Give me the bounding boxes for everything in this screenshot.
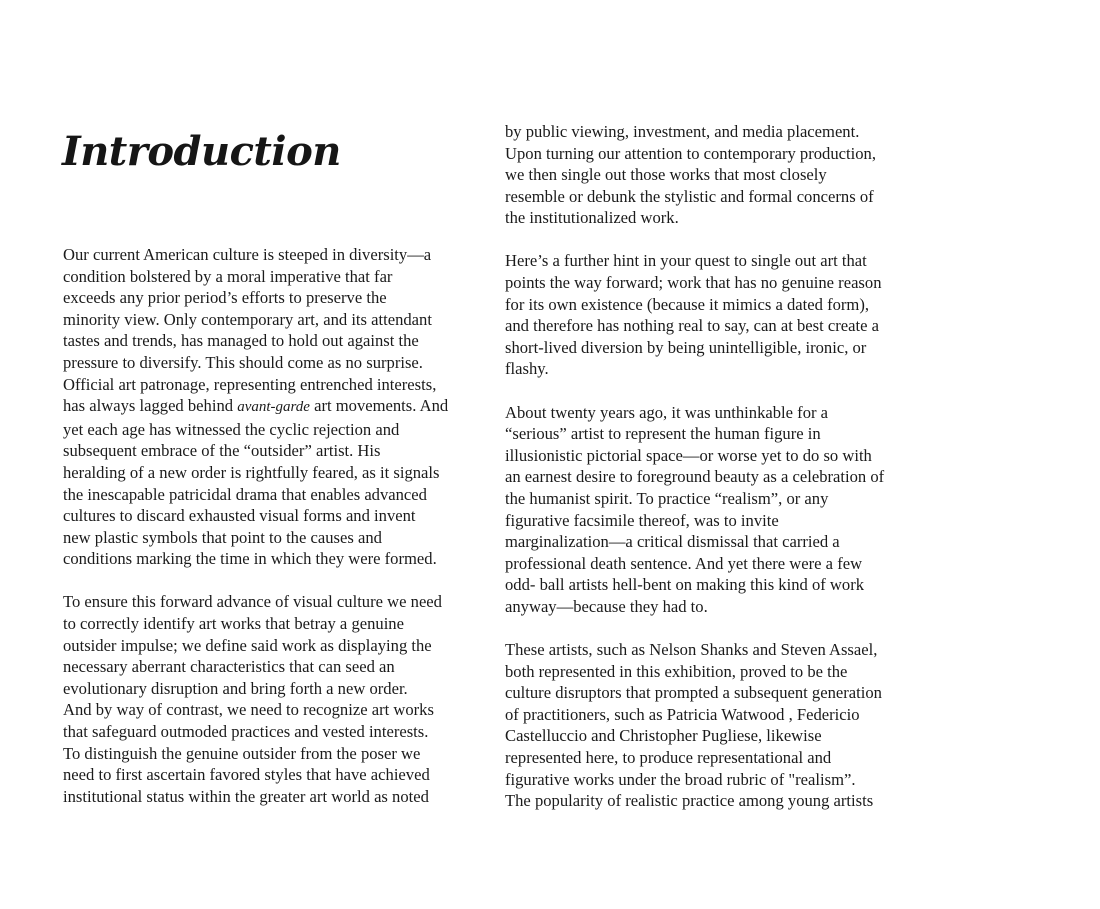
text-line: yet each age has witnessed the cyclic rejection and (63, 419, 400, 439)
text-line: to correctly identify art works that betray a genuine (63, 614, 404, 633)
text-line: heralding of a new order is rightfully feared, as it signals (63, 462, 440, 482)
text-line: new plastic symbols that point to the causes and (63, 527, 382, 547)
text-line: To ensure this forward advance of visual culture we need (63, 592, 442, 612)
text-line: resemble or debunk the stylistic and formal concerns of (505, 186, 874, 206)
text-line: the inescapable patricidal drama that enables advanced (63, 484, 427, 504)
text-line: exceeds any prior period’s efforts to preserve the (63, 288, 387, 308)
text-line: And by way of contrast, we need to recognize art works (63, 700, 434, 720)
paragraph (505, 250, 945, 380)
text-line: condition bolstered by a moral imperative that far (63, 266, 393, 286)
text-line: minority view. Only contemporary art, and its attendant (63, 309, 432, 329)
text-line: need to first ascertain favored styles that have achieved (63, 765, 430, 785)
text-line: points the way forward; work that has no genuine reason (505, 273, 882, 293)
text-line: conditions marking the time in which they were formed. (63, 549, 437, 569)
text-line: by public viewing, investment, and media placement. (505, 122, 860, 141)
text-line: both represented in this exhibition, proved to be the (505, 661, 848, 681)
text-line: of practitioners, such as Patricia Watwood , Federicio (505, 704, 860, 724)
text-line: professional death sentence. And yet there were a few (505, 553, 863, 573)
paragraph (63, 244, 503, 570)
text-line: Here’s a further hint in your quest to single out art that (505, 251, 867, 271)
text-run: art movements. And (309, 396, 449, 416)
text-line: and therefore has nothing real to say, can at best create a (505, 316, 879, 336)
text-line: that safeguard outmoded practices and vested interests. (63, 721, 429, 741)
text-line: short-lived diversion by being unintelligible, ironic, or (505, 337, 867, 357)
text-line: To distinguish the genuine outsider from the poser we (63, 743, 421, 763)
text-line: outsider impulse; we define said work as displaying the (63, 635, 432, 655)
text-line: subsequent embrace of the “outsider” artist. His (63, 441, 381, 461)
text-line: Our current American culture is steeped in diversity—a (63, 245, 432, 264)
right-column (505, 121, 945, 833)
text-line: The popularity of realistic practice among young artists (505, 791, 874, 811)
text-line: marginalization—a critical dismissal that carried a (505, 532, 840, 552)
text-line: for its own existence (because it mimics a dated form), (505, 294, 870, 314)
text-line: odd- ball artists hell-bent on making this kind of work (505, 575, 865, 595)
text-line: Castelluccio and Christopher Pugliese, likewise (505, 726, 822, 746)
text-run: has always lagged behind (63, 396, 238, 416)
text-line: Official art patronage, representing entrenched interests, (63, 374, 437, 394)
italic-term: avant-garde (237, 399, 310, 416)
paragraph (63, 591, 503, 807)
text-line: necessary aberrant characteristics that can seed an (63, 657, 395, 677)
page-title: Introduction (62, 128, 341, 175)
text-line: These artists, such as Nelson Shanks and Steven Assael, (505, 639, 878, 659)
text-line: pressure to diversify. This should come as no surprise. (63, 352, 423, 372)
text-line (63, 395, 503, 419)
text-line: represented here, to produce representational and (505, 747, 832, 767)
text-line: anyway—because they had to. (505, 596, 708, 616)
text-line: evolutionary disruption and bring forth a new order. (63, 678, 408, 698)
text-line: flashy. (505, 359, 549, 379)
text-line: illusionistic pictorial space—or worse yet to do so with (505, 445, 872, 465)
text-line: cultures to discard exhausted visual forms and invent (63, 506, 416, 526)
text-line: About twenty years ago, it was unthinkable for a (505, 402, 829, 422)
text-line: culture disruptors that prompted a subsequent generation (505, 683, 882, 703)
text-line: “serious” artist to represent the human figure in (505, 424, 821, 444)
text-line: we then single out those works that most closely (505, 165, 827, 185)
text-line: the institutionalized work. (505, 208, 679, 228)
text-line: the humanist spirit. To practice “realism”, or any (505, 488, 829, 508)
text-line: tastes and trends, has managed to hold out against the (63, 331, 419, 351)
text-line: Upon turning our attention to contemporary production, (505, 143, 876, 163)
text-line: figurative works under the broad rubric of "realism”. (505, 769, 856, 789)
text-line: an earnest desire to foreground beauty as a celebration of (505, 467, 885, 487)
text-line: figurative facsimile thereof, was to invite (505, 510, 779, 530)
paragraph (505, 402, 945, 618)
text-line: institutional status within the greater art world as noted (63, 786, 429, 806)
left-column (63, 244, 503, 829)
paragraph (505, 121, 945, 229)
paragraph (505, 639, 945, 812)
